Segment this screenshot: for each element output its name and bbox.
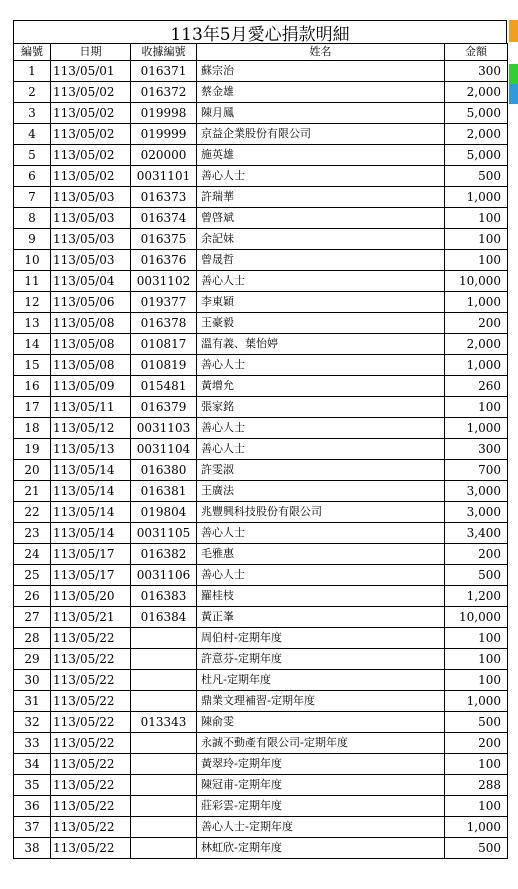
row-amount: 100: [445, 628, 508, 649]
row-date: 113/05/20: [51, 586, 131, 607]
row-name: 陳俞雯: [197, 712, 445, 733]
row-receipt: 019998: [131, 103, 197, 124]
row-name: 陳月鳳: [197, 103, 445, 124]
table-row: [14, 61, 508, 82]
row-amount: 100: [445, 670, 508, 691]
row-receipt: [131, 628, 197, 649]
row-name: 黃翠玲-定期年度: [197, 754, 445, 775]
row-receipt: [131, 733, 197, 754]
row-amount: 100: [445, 796, 508, 817]
table-row: [14, 544, 508, 565]
row-date: 113/05/08: [51, 313, 131, 334]
table-row: [14, 502, 508, 523]
row-date: 113/05/14: [51, 502, 131, 523]
row-number: 19: [14, 439, 51, 460]
row-name: 黃正峯: [197, 607, 445, 628]
table-row: [14, 565, 508, 586]
row-date: 113/05/03: [51, 187, 131, 208]
header-name: 姓名: [197, 44, 445, 61]
row-date: 113/05/06: [51, 292, 131, 313]
row-receipt: [131, 838, 197, 859]
row-date: 113/05/22: [51, 733, 131, 754]
row-number: 22: [14, 502, 51, 523]
row-receipt: [131, 754, 197, 775]
row-number: 27: [14, 607, 51, 628]
row-date: 113/05/12: [51, 418, 131, 439]
table-row: [14, 586, 508, 607]
table-row: [14, 313, 508, 334]
row-name: 善心人士: [197, 355, 445, 376]
edge-cell-blue: [509, 84, 518, 104]
row-amount: 10,000: [445, 271, 508, 292]
row-amount: 100: [445, 229, 508, 250]
header-date: 日期: [51, 44, 131, 61]
row-name: 周伯村-定期年度: [197, 628, 445, 649]
row-number: 24: [14, 544, 51, 565]
row-number: 38: [14, 838, 51, 859]
row-date: 113/05/08: [51, 334, 131, 355]
row-name: 杜凡-定期年度: [197, 670, 445, 691]
row-amount: 1,000: [445, 418, 508, 439]
row-amount: 300: [445, 61, 508, 82]
row-date: 113/05/11: [51, 397, 131, 418]
row-number: 1: [14, 61, 51, 82]
row-number: 14: [14, 334, 51, 355]
row-amount: 10,000: [445, 607, 508, 628]
sheet-title: 113年5月愛心捐款明細: [13, 20, 507, 43]
row-name: 李東穎: [197, 292, 445, 313]
row-amount: 200: [445, 733, 508, 754]
row-name: 善心人士: [197, 439, 445, 460]
row-number: 36: [14, 796, 51, 817]
row-name: 善心人士: [197, 523, 445, 544]
row-amount: 5,000: [445, 103, 508, 124]
row-number: 13: [14, 313, 51, 334]
table-row: [14, 250, 508, 271]
row-amount: 200: [445, 544, 508, 565]
table-row: [14, 103, 508, 124]
row-number: 29: [14, 649, 51, 670]
row-receipt: [131, 691, 197, 712]
row-receipt: 020000: [131, 145, 197, 166]
row-number: 15: [14, 355, 51, 376]
table-row: [14, 628, 508, 649]
row-date: 113/05/22: [51, 649, 131, 670]
table-row: [14, 208, 508, 229]
row-date: 113/05/03: [51, 208, 131, 229]
row-date: 113/05/04: [51, 271, 131, 292]
row-name: 蔡金雄: [197, 82, 445, 103]
row-number: 3: [14, 103, 51, 124]
row-name: 善心人士: [197, 418, 445, 439]
row-receipt: [131, 796, 197, 817]
row-amount: 100: [445, 397, 508, 418]
row-date: 113/05/22: [51, 796, 131, 817]
row-amount: 100: [445, 208, 508, 229]
row-date: 113/05/03: [51, 229, 131, 250]
row-date: 113/05/22: [51, 754, 131, 775]
row-name: 溫有義、葉怡婷: [197, 334, 445, 355]
row-date: 113/05/22: [51, 838, 131, 859]
row-amount: 3,400: [445, 523, 508, 544]
table-row: [14, 292, 508, 313]
table-row: [14, 355, 508, 376]
row-receipt: 010817: [131, 334, 197, 355]
row-number: 30: [14, 670, 51, 691]
row-amount: 500: [445, 712, 508, 733]
row-receipt: 0031101: [131, 166, 197, 187]
row-receipt: 016384: [131, 607, 197, 628]
row-date: 113/05/02: [51, 82, 131, 103]
row-receipt: 0031103: [131, 418, 197, 439]
row-amount: 500: [445, 166, 508, 187]
header-amount: 金額: [445, 44, 508, 61]
table-row: [14, 334, 508, 355]
row-amount: 500: [445, 838, 508, 859]
row-name: 毛雅惠: [197, 544, 445, 565]
row-amount: 3,000: [445, 502, 508, 523]
table-row: [14, 82, 508, 103]
row-amount: 300: [445, 439, 508, 460]
row-receipt: 019377: [131, 292, 197, 313]
table-row: [14, 481, 508, 502]
row-receipt: 016375: [131, 229, 197, 250]
row-receipt: 0031105: [131, 523, 197, 544]
row-receipt: 010819: [131, 355, 197, 376]
row-date: 113/05/02: [51, 103, 131, 124]
row-name: 許瑞華: [197, 187, 445, 208]
row-date: 113/05/14: [51, 523, 131, 544]
table-row: [14, 376, 508, 397]
row-number: 20: [14, 460, 51, 481]
row-receipt: 015481: [131, 376, 197, 397]
row-date: 113/05/02: [51, 124, 131, 145]
row-name: 陳冠甫-定期年度: [197, 775, 445, 796]
row-amount: 2,000: [445, 82, 508, 103]
row-amount: 700: [445, 460, 508, 481]
row-receipt: 016380: [131, 460, 197, 481]
row-amount: 1,000: [445, 187, 508, 208]
row-number: 35: [14, 775, 51, 796]
row-amount: 1,000: [445, 817, 508, 838]
row-name: 蘇宗治: [197, 61, 445, 82]
row-receipt: 0031102: [131, 271, 197, 292]
row-name: 余記妹: [197, 229, 445, 250]
row-date: 113/05/03: [51, 250, 131, 271]
row-receipt: 016381: [131, 481, 197, 502]
row-amount: 2,000: [445, 124, 508, 145]
row-amount: 500: [445, 565, 508, 586]
row-name: 羅桂枝: [197, 586, 445, 607]
row-number: 21: [14, 481, 51, 502]
row-number: 32: [14, 712, 51, 733]
row-date: 113/05/22: [51, 670, 131, 691]
row-number: 26: [14, 586, 51, 607]
row-name: 許意芬-定期年度: [197, 649, 445, 670]
row-number: 17: [14, 397, 51, 418]
row-date: 113/05/09: [51, 376, 131, 397]
row-name: 林虹欣-定期年度: [197, 838, 445, 859]
row-amount: 1,200: [445, 586, 508, 607]
row-receipt: 016378: [131, 313, 197, 334]
table-row: [14, 712, 508, 733]
row-receipt: 016373: [131, 187, 197, 208]
row-name: 永誠不動產有限公司-定期年度: [197, 733, 445, 754]
row-number: 28: [14, 628, 51, 649]
row-amount: 200: [445, 313, 508, 334]
header-row: [14, 44, 508, 61]
row-number: 10: [14, 250, 51, 271]
row-receipt: 016371: [131, 61, 197, 82]
row-number: 34: [14, 754, 51, 775]
edge-cell-green: [509, 64, 518, 84]
row-amount: 100: [445, 754, 508, 775]
row-name: 黃增允: [197, 376, 445, 397]
header-receipt: 收據編號: [131, 44, 197, 61]
table-row: [14, 754, 508, 775]
row-amount: 3,000: [445, 481, 508, 502]
row-date: 113/05/22: [51, 628, 131, 649]
row-receipt: [131, 649, 197, 670]
donation-sheet: [13, 20, 507, 859]
row-number: 7: [14, 187, 51, 208]
row-amount: 1,000: [445, 691, 508, 712]
row-amount: 260: [445, 376, 508, 397]
row-name: 曾啓斌: [197, 208, 445, 229]
row-name: 善心人士: [197, 166, 445, 187]
row-number: 2: [14, 82, 51, 103]
table-row: [14, 733, 508, 754]
table-row: [14, 691, 508, 712]
table-row: [14, 229, 508, 250]
row-date: 113/05/17: [51, 565, 131, 586]
row-date: 113/05/08: [51, 355, 131, 376]
row-number: 31: [14, 691, 51, 712]
row-number: 16: [14, 376, 51, 397]
row-date: 113/05/02: [51, 145, 131, 166]
row-date: 113/05/22: [51, 775, 131, 796]
row-receipt: 016382: [131, 544, 197, 565]
row-number: 11: [14, 271, 51, 292]
row-name: 許雯淑: [197, 460, 445, 481]
row-name: 王豪毅: [197, 313, 445, 334]
row-amount: 2,000: [445, 334, 508, 355]
table-row: [14, 271, 508, 292]
row-receipt: 0031104: [131, 439, 197, 460]
header-no: 編號: [14, 44, 51, 61]
row-receipt: [131, 775, 197, 796]
row-amount: 1,000: [445, 292, 508, 313]
edge-cell-orange: [509, 20, 518, 42]
row-receipt: 016376: [131, 250, 197, 271]
row-number: 23: [14, 523, 51, 544]
row-receipt: [131, 817, 197, 838]
table-row: [14, 817, 508, 838]
row-receipt: 019999: [131, 124, 197, 145]
row-date: 113/05/01: [51, 61, 131, 82]
row-name: 京益企業股份有限公司: [197, 124, 445, 145]
row-number: 18: [14, 418, 51, 439]
row-number: 4: [14, 124, 51, 145]
row-name: 張家銘: [197, 397, 445, 418]
table-body: [14, 61, 508, 859]
row-amount: 1,000: [445, 355, 508, 376]
row-receipt: 0031106: [131, 565, 197, 586]
table-row: [14, 670, 508, 691]
row-receipt: 013343: [131, 712, 197, 733]
table-row: [14, 166, 508, 187]
table-row: [14, 838, 508, 859]
row-number: 9: [14, 229, 51, 250]
row-number: 5: [14, 145, 51, 166]
table-row: [14, 523, 508, 544]
table-row: [14, 124, 508, 145]
table-row: [14, 775, 508, 796]
table-row: [14, 439, 508, 460]
row-amount: 100: [445, 250, 508, 271]
row-name: 鼎業文理補習-定期年度: [197, 691, 445, 712]
table-row: [14, 607, 508, 628]
table-row: [14, 145, 508, 166]
row-date: 113/05/22: [51, 817, 131, 838]
row-name: 善心人士: [197, 271, 445, 292]
row-receipt: [131, 670, 197, 691]
row-date: 113/05/22: [51, 691, 131, 712]
table-row: [14, 796, 508, 817]
row-receipt: 016383: [131, 586, 197, 607]
row-number: 12: [14, 292, 51, 313]
row-name: 施英雄: [197, 145, 445, 166]
row-date: 113/05/17: [51, 544, 131, 565]
row-amount: 100: [445, 649, 508, 670]
row-date: 113/05/14: [51, 481, 131, 502]
row-number: 33: [14, 733, 51, 754]
row-receipt: 016372: [131, 82, 197, 103]
row-number: 8: [14, 208, 51, 229]
row-name: 善心人士: [197, 565, 445, 586]
donation-table: [13, 43, 508, 859]
row-amount: 5,000: [445, 145, 508, 166]
row-date: 113/05/13: [51, 439, 131, 460]
row-number: 6: [14, 166, 51, 187]
row-receipt: 016374: [131, 208, 197, 229]
row-receipt: 019804: [131, 502, 197, 523]
table-row: [14, 460, 508, 481]
row-date: 113/05/21: [51, 607, 131, 628]
row-name: 兆豐興科技股份有限公司: [197, 502, 445, 523]
row-name: 善心人士-定期年度: [197, 817, 445, 838]
row-date: 113/05/22: [51, 712, 131, 733]
table-row: [14, 187, 508, 208]
row-name: 莊彩雲-定期年度: [197, 796, 445, 817]
table-row: [14, 397, 508, 418]
row-date: 113/05/02: [51, 166, 131, 187]
row-date: 113/05/14: [51, 460, 131, 481]
row-number: 37: [14, 817, 51, 838]
row-number: 25: [14, 565, 51, 586]
row-name: 王廣法: [197, 481, 445, 502]
row-name: 曾晟哲: [197, 250, 445, 271]
row-receipt: 016379: [131, 397, 197, 418]
table-row: [14, 418, 508, 439]
table-row: [14, 649, 508, 670]
row-amount: 288: [445, 775, 508, 796]
